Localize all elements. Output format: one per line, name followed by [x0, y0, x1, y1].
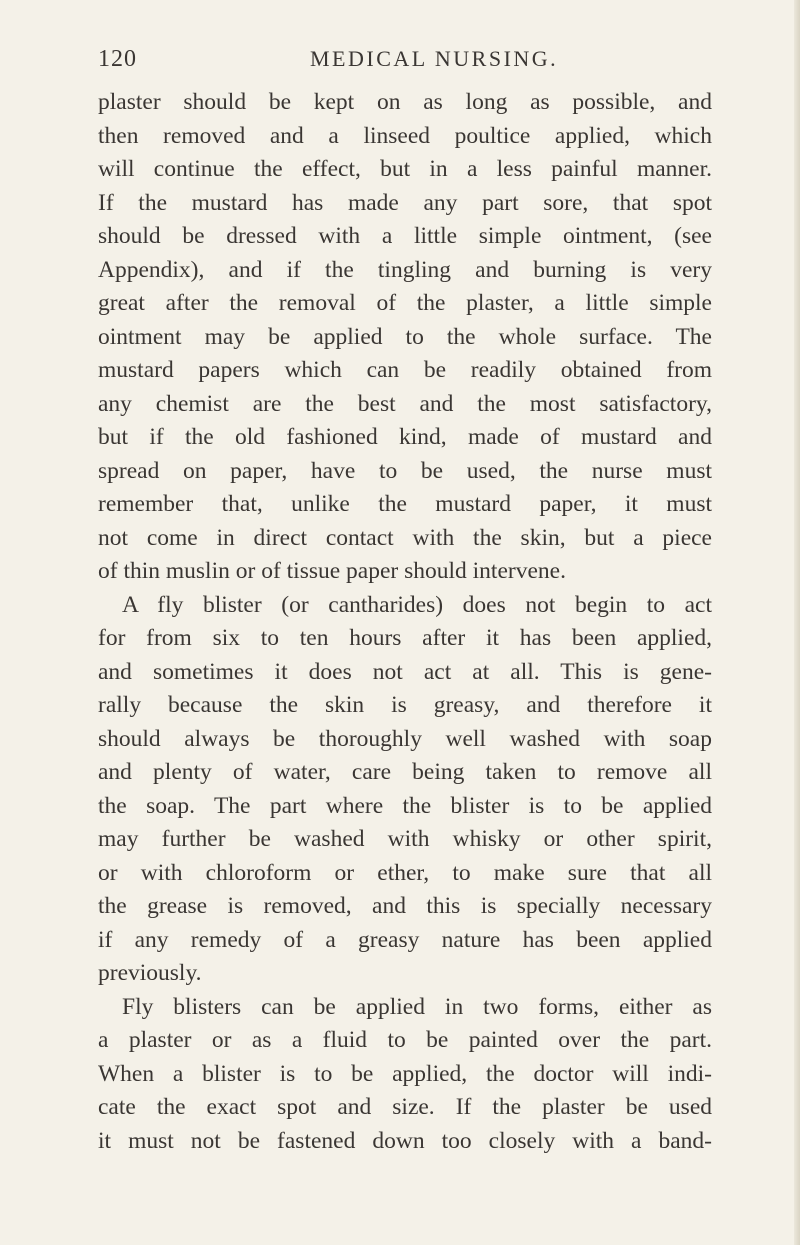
text-line: should be dressed with a little simple ointment, (see [98, 223, 712, 249]
page-edge [794, 0, 800, 1245]
text-line: of thin muslin or of tissue paper should intervene. [98, 558, 566, 584]
text-line: previously. [98, 960, 202, 986]
text-line: spread on paper, have to be used, the nurse must [98, 457, 712, 484]
text-line: Appendix), and if the tingling and burning is very [98, 256, 712, 283]
text-line: and sometimes it does not act at all. This is gene- [98, 658, 712, 685]
page-header [98, 46, 712, 80]
text-line: or with chloroform or ether, to make sure that all [98, 859, 712, 886]
text-line: A fly blister (or cantharides) does not begin to act [122, 591, 712, 618]
text-line: not come in direct contact with the skin, but a piece [98, 524, 712, 551]
body-text [98, 86, 712, 1158]
text-line: and plenty of water, care being taken to remove all [98, 759, 712, 785]
text-line: When a blister is to be applied, the doctor will indi- [98, 1060, 712, 1087]
paragraph-mustard-plaster [98, 86, 712, 589]
page-number: 120 [98, 46, 137, 72]
text-line: the soap. The part where the blister is to be applied [98, 792, 712, 819]
text-line: but if the old fashioned kind, made of mustard and [98, 424, 712, 450]
text-line: may further be washed with whisky or other spirit, [98, 826, 712, 852]
text-line: ointment may be applied to the whole surface. The [98, 323, 712, 350]
paragraph-fly-blister-forms [98, 991, 712, 1159]
text-line: then removed and a linseed poultice applied, which [98, 122, 712, 149]
text-line: if any remedy of a greasy nature has been applied [98, 926, 712, 953]
text-line: any chemist are the best and the most satisfactory, [98, 390, 712, 417]
running-title: MEDICAL NURSING. [310, 46, 559, 71]
text-line: plaster should be kept on as long as possible, and [98, 89, 712, 115]
text-line: should always be thoroughly well washed with soap [98, 725, 712, 752]
text-line: it must not be fastened down too closely with a band- [98, 1127, 712, 1154]
paragraph-fly-blister [98, 589, 712, 991]
text-line: for from six to ten hours after it has been applied, [98, 625, 712, 651]
text-line: will continue the effect, but in a less painful manner. [98, 156, 712, 182]
text-line: cate the exact spot and size. If the plaster be used [98, 1094, 712, 1120]
text-line: great after the removal of the plaster, a little simple [98, 290, 712, 316]
text-line: remember that, unlike the mustard paper, it must [98, 491, 712, 517]
text-line: Fly blisters can be applied in two forms, either as [122, 993, 712, 1020]
text-line: a plaster or as a fluid to be painted over the part. [98, 1027, 712, 1053]
text-line: the grease is removed, and this is specially necessary [98, 893, 712, 919]
text-line: rally because the skin is greasy, and therefore it [98, 692, 712, 718]
text-line: If the mustard has made any part sore, that spot [98, 189, 712, 216]
text-line: mustard papers which can be readily obtained from [98, 357, 712, 383]
